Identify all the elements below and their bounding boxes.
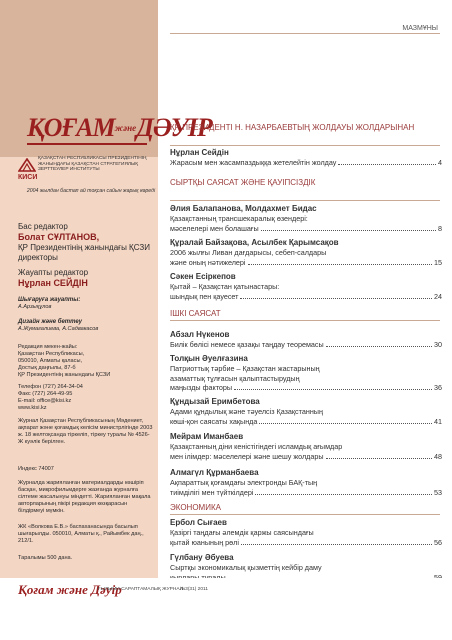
toc-entry[interactable] [170,397,442,426]
exec-editor-role: Жауапты редактор [18,268,89,277]
kisi-logo-icon [18,158,36,172]
toc-entry[interactable] [170,468,442,497]
toc-title-line: тиімділігі мен түйткілдері 53 [170,487,442,497]
toc-entry[interactable] [170,518,442,547]
copyright-notice: Журналда жарияланған материалдарды көшіріп басқан, микрофильмдерге жазғанда журналға сілтеме жасалынуы міндетті. Жарияланған мақала авторларының пікірі редакция көзқарасын білдірмеуі мүмкін. [18,480,151,514]
footer-logo: Қоғам және Дәуір [18,582,122,597]
toc-title-line: және оның нәтижелері 15 [170,257,442,267]
toc-page-number: 36 [434,383,442,393]
toc-entry[interactable] [170,238,442,267]
toc-author: Алмагүл Құрманбаева [170,468,259,477]
toc-author: Гүлбану Әбуева [170,553,234,562]
toc-author: Толқын Әуелғазина [170,354,248,363]
chief-editor-position: ҚР Президентінің жанындағы ҚСЗИ директоры [18,243,150,262]
section-divider [170,514,440,515]
address-label: Редакция мекен-жайы: [18,344,78,350]
toc-entry[interactable] [170,148,442,168]
publication-tagline: 2004 жылдан бастап ай тоқсан сайын жарық көреді [26,188,156,194]
toc-title-line: Қытай – Қазақстан қатынастары: [170,282,280,291]
released-label: Шығаруға жауапты: [18,297,81,303]
toc-entry[interactable] [170,272,442,301]
toc-author: Абзал Нүкенов [170,330,230,339]
footer-journal-type: ҒЫЛЫМИ-САРАПТАМАЛЫҚ ЖУРНАЛ [98,587,183,592]
chief-editor-name: Болат СҰЛТАНОВ, [18,232,100,242]
toc-entry[interactable] [170,354,442,393]
chief-editor-role: Бас редактор [18,222,68,231]
address-line: 050010, Алматы қаласы, [18,358,83,364]
toc-author: Құндызай Еримбетова [170,397,260,406]
toc-page-number: 24 [434,291,442,301]
toc-title-line: 2006 жылғы Ливан дағдарысы, себеп-салдары [170,248,327,257]
toc-section-heading: ІШКІ САЯСАТ [170,309,221,318]
toc-title-line: маңызды факторы 36 [170,383,442,393]
kisi-abbr: КИСИ [18,174,38,181]
toc-page-number: 30 [434,340,442,349]
toc-page-number: 48 [434,451,442,461]
toc-author: Әлия Балапанова, Молдахмет Бидас [170,204,317,213]
released-name: А.Арзықұлов [18,304,52,310]
toc-section-heading: СЫРТҚЫ САЯСАТ ЖӘНЕ ҚАУІПСІЗДІК [170,178,316,187]
toc-title-line: Жарасым мен жасампаздыққа жетелейтін жолдау 4 [170,158,442,167]
journal-logo [27,113,212,145]
circulation-text: Таралымы 500 дана. [18,555,73,561]
address-block [18,344,154,379]
website-link[interactable]: www.kisi.kz [18,405,47,411]
toc-entry[interactable] [170,204,442,233]
logo-word-and: және [114,123,137,133]
email-link[interactable]: E-mail: office@kisi.kz [18,398,72,404]
section-divider [170,320,440,321]
toc-title-line: Патриоттық тәрбие – Қазақстан жастарының [170,364,320,373]
index-text: Индекс 74007 [18,466,54,472]
toc-page-number: 15 [434,257,442,267]
address-line: ҚР Президентінің жанындағы ҚСЗИ [18,372,111,378]
toc-title-line: шындық пен қауесет 24 [170,291,442,301]
toc-title-line: мәселелері мен болашағы 8 [170,223,442,233]
toc-title-line: Қазақстанның трансшекаралық өзендері: [170,214,308,223]
toc-title-line: Сыртқы экономикалық қызметтің кейбір даму [170,563,322,572]
contacts-block [18,384,154,412]
section-divider [170,200,440,201]
fax: Факс (727) 264-49-95 [18,391,73,397]
logo-word-second: ДӘУІР [136,113,212,142]
toc-page-number: 56 [434,537,442,547]
address-line: Достық даңғылы, 87-б [18,365,76,371]
toc-title-line: Қазақстанның діни кеністігіндегі исламдық ағымдар [170,442,343,451]
printer-text: ЖК «Волкова Е.В.» баспаханасында басылып шығарылды. 050010, Алматы қ., Райымбек даң., 212/1. [18,524,144,544]
toc-page-number: 53 [434,487,442,497]
toc-author: Құралай Байзақова, Асылбек Қарымсақов [170,238,339,247]
toc-title-line: Адами құндылық және тәуелсіз Қазақстанның [170,407,323,416]
header-divider [170,33,440,34]
exec-editor-block [18,268,154,289]
design-block [18,318,154,333]
toc-title-line: Ақпараттық қоғамдағы электронды БАҚ-тың [170,478,318,487]
design-label: Дизайн және беттеу [18,319,82,325]
toc-title-line: Билік бөлісі немесе қазақы таңдау теоремасы 30 [170,340,442,349]
logo-word-main: ҚОҒАМ [27,113,115,142]
toc-author: Мейрам Иманбаев [170,432,244,441]
registration-text: Журнал Қазақстан Республикасының Мәдениет, ақпарат және қоғамдық келісім министрлігінде 2003 ж. 18 желтоқсанда тіркеліп, тіркеу туралы № 4526-Ж куәлік берілген. [18,418,153,445]
chief-editor-block [18,222,154,263]
toc-title-line: көші-қон саясаты хақында 41 [170,416,442,426]
toc-page-number: 4 [438,158,442,167]
toc-title-line: Қазіргі таңдағы әлемдік қаржы саясындағы [170,528,314,537]
toc-title-line: азаматтық тұлғасын қалыптастырудың [170,373,300,383]
toc-title-line: қытай юанының рөлі 56 [170,537,442,547]
logo-underline [27,143,147,145]
released-by-block [18,296,154,311]
toc-section-heading: ҚР ПРЕЗИДЕНТІ Н. НАЗАРБАЕВТЫҢ ЖОЛДАУЫ ЖОЛДАРЫНАН [170,123,415,132]
toc-title-line: мен ілімдер: мәселелері және шешу жолдары 48 [170,451,442,461]
toc-page-number: 8 [438,223,442,233]
toc-section-heading: ЭКОНОМИКА [170,503,221,512]
page-title: МАЗМҰНЫ [402,25,438,32]
toc-author: Нұрлан Сейдін [170,148,229,157]
section-divider [170,145,440,146]
design-names: А.Жумагалиева, А.Садвакасов [18,326,99,332]
toc-entry[interactable] [170,432,442,461]
toc-entry[interactable] [170,330,442,350]
kisi-org-name: ҚАЗАҚСТАН РЕСПУБЛИКАСЫ ПРЕЗИДЕНТІНІҢ ЖАНЫНДАҒЫ ҚАЗАҚСТАН СТРАТЕГИЯЛЫҚ ЗЕРТТЕУЛЕР ИНСТИТУТЫ [38,156,147,173]
toc-author: Сәкен Есіркепов [170,272,236,281]
phone: Телефон (727) 264-34-04 [18,384,83,390]
toc-page-number: 41 [434,416,442,426]
address-line: Қазақстан Республикасы, [18,351,85,357]
toc-author: Ербол Сығаев [170,518,227,527]
exec-editor-name: Нұрлан СЕЙДІН [18,278,88,288]
footer-issue-number: №3(31) 2011 [180,587,208,592]
